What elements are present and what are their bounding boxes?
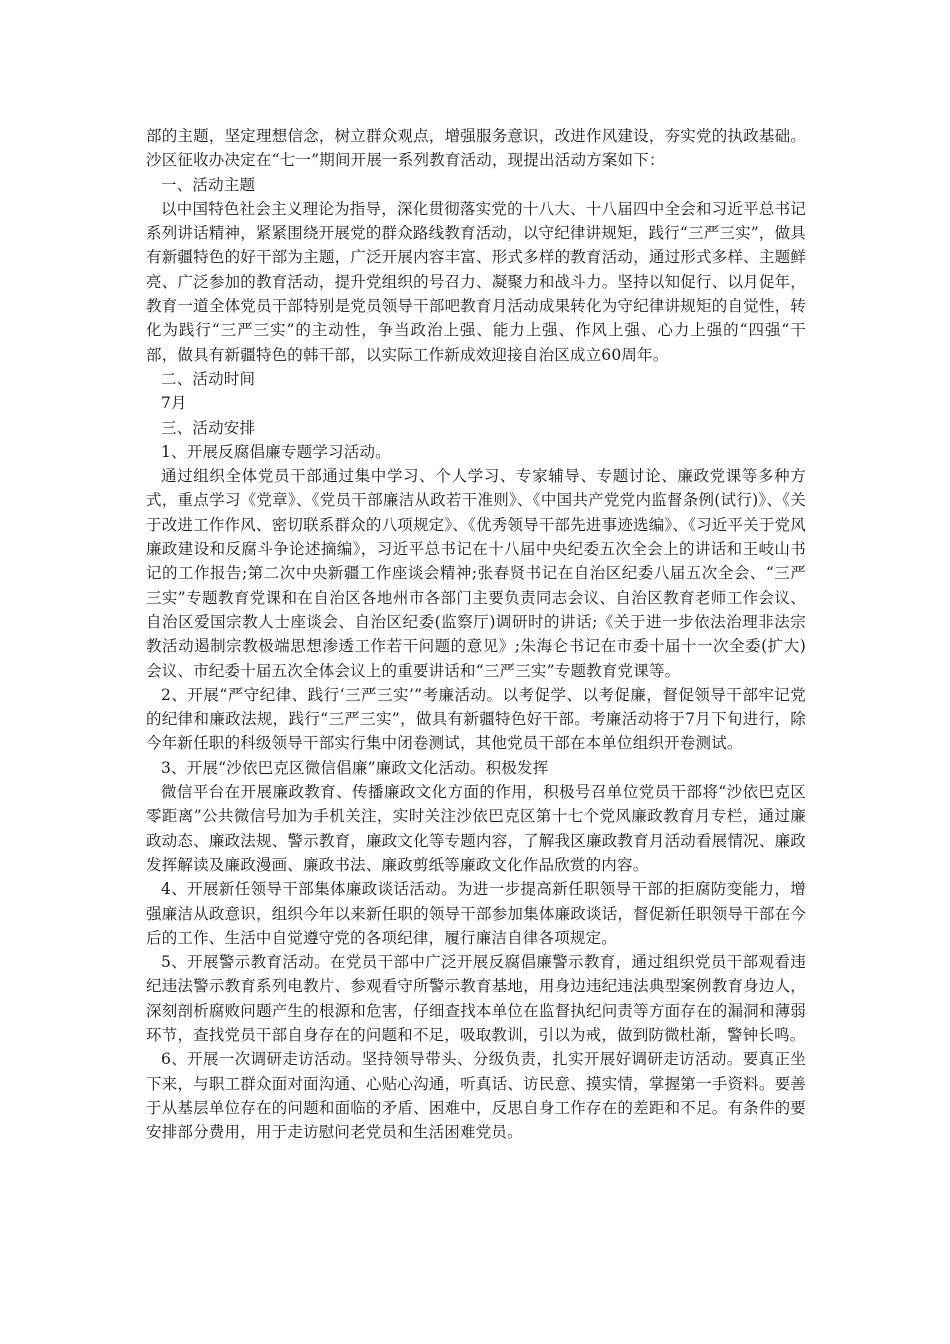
paragraph-time: 7月 — [161, 394, 187, 413]
paragraph-item-1: 通过组织全体党员干部通过集中学习、个人学习、专家辅导、专题讨论、廉政党课等多种方式，重点学习《党章》、《党员干部廉洁从政若干准则》、《中国共产党党内监督条例(试行)》、《关于改进工作作风、密切联系群众的八项规定》、《优秀领导干部先进事迹选编》、《习近平关于党风廉政建设和反腐斗争论述摘编》，习近平总书记在十八届中央纪委五次全会上的讲话和王岐山书记的工作报告;第二次中央新疆工作座谈会精神;张春贤书记在自治区纪委八届五次全会、“三严三实”专题教育党课和在自治区各地州市各部门主要负责同志会议、自治区教育老师工作会议、自治区爱国宗教人士座谈会、自治区纪委(监察厅)调研时的讲话;《关于进一步依法治理非法宗教活动遏制宗教极端思想渗透工作若干问题的意见》;朱海仑书记在市委十届十一次全委(扩大)会议、市纪委十届五次全体会议上的重要讲话和“三严三实”专题教育党课等。 — [146, 467, 806, 680]
document-body — [146, 124, 806, 1144]
section-heading-theme: 一、活动主题 — [161, 175, 256, 194]
paragraph-intro: 部的主题，坚定理想信念，树立群众观点，增强服务意识，改进作风建设，夯实党的执政基础。沙区征收办决定在“七一”期间开展一系列教育活动，现提出活动方案如下： — [146, 127, 806, 170]
item-heading-1: 1、开展反腐倡廉专题学习活动。 — [161, 442, 391, 461]
paragraph-item-3: 微信平台在开展廉政教育、传播廉政文化方面的作用，积极号召单位党员干部将“沙依巴克区零距离”公共微信号加为手机关注，实时关注沙依巴克区第十七个党风廉政教育月专栏，通过廉政动态、廉政法规、警示教育，廉政文化等专题内容，了解我区廉政教育月活动看展情况、廉政发挥解读及廉政漫画、廉政书法、廉政剪纸等廉政文化作品欣赏的内容。 — [146, 783, 806, 874]
section-heading-time: 二、活动时间 — [161, 369, 256, 388]
paragraph-item-6: 6、开展一次调研走访活动。坚持领导带头、分级负责，扎实开展好调研走访活动。要真正坐下来，与职工群众面对面沟通、心贴心沟通，听真话、访民意、摸实情，掌握第一手资料。要善于从基层单位存在的问题和面临的矛盾、困难中，反思自身工作存在的差距和不足。有条件的要安排部分费用，用于走访慰问老党员和生活困难党员。 — [146, 1050, 806, 1142]
paragraph-item-2: 2、开展“严守纪律、践行‘三严三实’”考廉活动。以考促学、以考促廉，督促领导干部牢记党的纪律和廉政法规，践行“三严三实”，做具有新疆特色好干部。考廉活动将于7月下旬进行，除今年新任职的科级领导干部实行集中闭卷测试，其他党员干部在本单位组织开卷测试。 — [146, 685, 806, 753]
paragraph-theme: 以中国特色社会主义理论为指导，深化贯彻落实党的十八大、十八届四中全会和习近平总书记系列讲话精神，紧紧围绕开展党的群众路线教育活动，以守纪律讲规矩，践行“三严三实”，做具有新疆特色的好干部为主题，广泛开展内容丰富、形式多样的教育活动，通过形式多样、主题鲜亮、广泛参加的教育活动，提升党组织的号召力、凝聚力和战斗力。坚持以知促行、以月促年，教育一道全体党员干部特别是党员领导干部吧教育月活动成果转化为守纪律讲规矩的自觉性，转化为践行“三严三实”的主动性，争当政治上强、能力上强、作风上强、心力上强的“四强“干部，做具有新疆特色的韩干部，以实际工作新成效迎接自治区成立60周年。 — [146, 199, 806, 364]
section-heading-arrangement: 三、活动安排 — [161, 418, 256, 437]
item-heading-3: 3、开展“沙依巴克区微信倡廉”廉政文化活动。积极发挥 — [161, 758, 549, 777]
paragraph-item-4: 4、开展新任领导干部集体廉政谈话活动。为进一步提高新任职领导干部的拒腐防变能力，增强廉洁从政意识，组织今年以来新任职的领导干部参加集体廉政谈话，督促新任职领导干部在今后的工作、生活中自觉遵守党的各项纪律，履行廉洁自律各项规定。 — [146, 880, 806, 947]
paragraph-item-5: 5、开展警示教育活动。在党员干部中广泛开展反腐倡廉警示教育，通过组织党员干部观看违纪违法警示教育系列电教片、参观看守所警示教育基地，用身边违纪违法典型案例教育身边人，深刻剖析腐败问题产生的根源和危害，仔细查找本单位在监督执纪问责等方面存在的漏洞和薄弱环节，查找党员干部自身存在的问题和不足，吸取教训，引以为戒，做到防微杜渐，警钟长鸣。 — [146, 953, 806, 1044]
